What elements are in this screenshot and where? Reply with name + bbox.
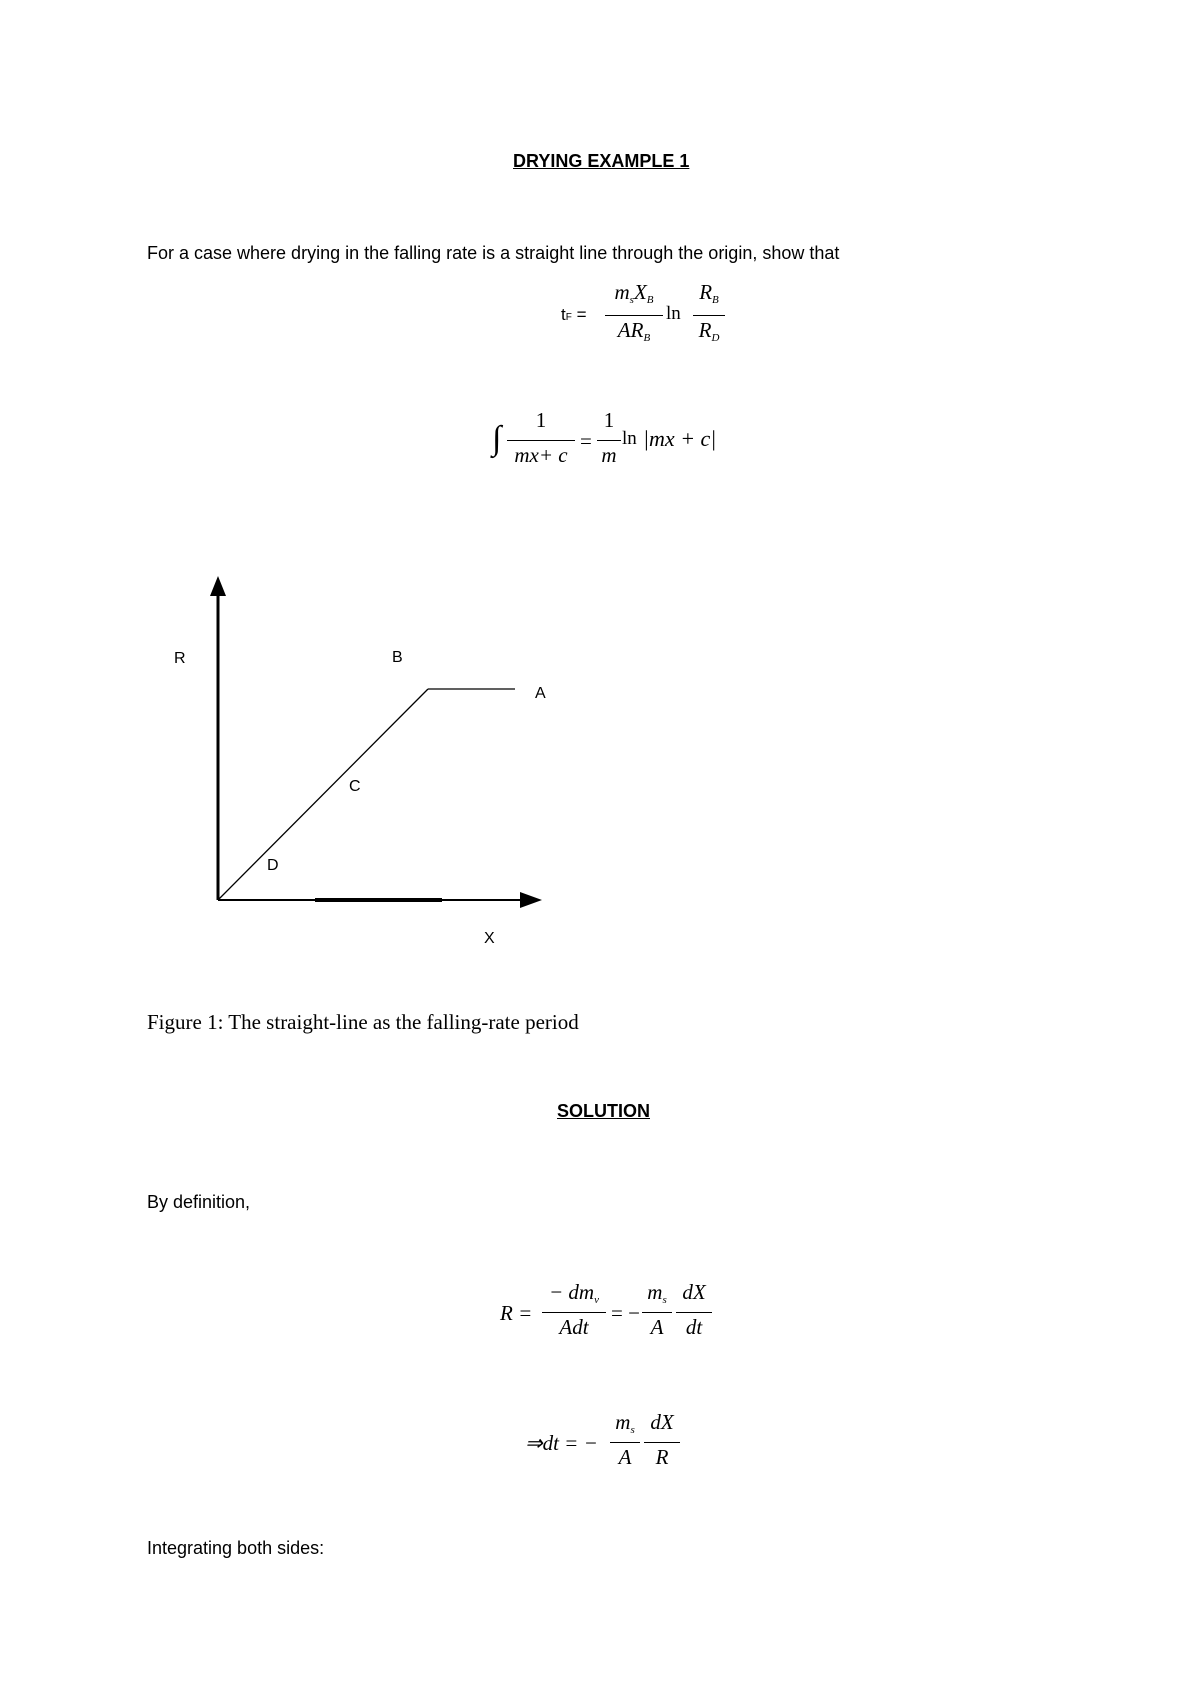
- eq-dt-num1: m: [615, 1410, 631, 1434]
- eq-tf-lhs-sub: F: [565, 312, 572, 323]
- falling-rate-line: [218, 689, 428, 900]
- solution-heading: SOLUTION: [557, 1101, 650, 1121]
- equation-rate: [500, 1282, 730, 1352]
- eq-int-den1: mx+ c: [514, 443, 568, 467]
- eq-dt-den1: A: [618, 1445, 632, 1469]
- eq-tf-rden-sub: D: [711, 332, 720, 344]
- label-r: R: [174, 650, 186, 667]
- eq-int-equals: =: [580, 429, 592, 453]
- by-definition-text: By definition,: [147, 1192, 251, 1212]
- y-axis-arrowhead: [210, 576, 226, 596]
- eq-tf-num-m: m: [614, 280, 630, 304]
- intro-paragraph: For a case where drying in the falling rate is a straight line through the origin, show that: [147, 243, 840, 263]
- page-title: DRYING EXAMPLE 1: [513, 151, 690, 171]
- eq-tf-den-sub: B: [643, 332, 651, 344]
- label-x: X: [484, 930, 495, 947]
- label-d: D: [267, 857, 279, 874]
- eq-int-ln: ln: [622, 428, 637, 449]
- eq-tf-equals: =: [576, 305, 587, 324]
- eq-rate-den3: dt: [685, 1315, 703, 1339]
- eq-dt-lhs: ⇒dt = −: [525, 1431, 598, 1455]
- eq-tf-rden: R: [698, 318, 712, 342]
- eq-rate-equals: = −: [611, 1301, 640, 1325]
- eq-dt-fraction-1: [610, 1412, 640, 1482]
- eq-rate-fraction-2: [642, 1282, 672, 1352]
- figure-caption: Figure 1: The straight-line as the falling-rate period: [147, 1010, 579, 1034]
- eq-int-sign: ∫: [492, 420, 502, 457]
- eq-tf-fraction-1: [605, 282, 663, 352]
- figure-rx-plot: [180, 570, 560, 910]
- eq-dt-num2: dX: [650, 1410, 674, 1434]
- x-axis-arrowhead: [520, 892, 542, 908]
- eq-tf-num-x: X: [633, 280, 647, 304]
- label-a: A: [535, 685, 546, 702]
- eq-tf-ln: ln: [666, 303, 681, 324]
- equation-dt: [525, 1412, 705, 1482]
- eq-dt-den2: R: [655, 1445, 669, 1469]
- eq-tf-lhs: t: [561, 305, 566, 324]
- eq-tf-den: AR: [617, 318, 644, 342]
- eq-rate-num3: dX: [682, 1280, 706, 1304]
- eq-tf-num-m-sub: s: [629, 294, 634, 306]
- eq-tf-rnum: R: [699, 280, 713, 304]
- label-b: B: [392, 649, 403, 666]
- eq-int-den2: m: [601, 443, 617, 467]
- eq-int-fraction-2: [597, 410, 621, 480]
- equation-integral: [492, 410, 732, 480]
- eq-rate-den1: Adt: [559, 1315, 589, 1339]
- eq-rate-fraction-1: [542, 1282, 606, 1352]
- eq-tf-fraction-2: [693, 282, 725, 352]
- eq-rate-num1: − dm: [549, 1280, 595, 1304]
- equation-tf: [555, 282, 735, 352]
- eq-int-num1: 1: [535, 408, 547, 432]
- eq-dt-num1-sub: s: [630, 1424, 635, 1436]
- integrating-text: Integrating both sides:: [147, 1538, 325, 1558]
- eq-rate-fraction-3: [676, 1282, 712, 1352]
- eq-tf-num-x-sub: B: [646, 294, 654, 306]
- label-c: C: [349, 778, 361, 795]
- eq-dt-fraction-2: [644, 1412, 680, 1482]
- eq-rate-lhs: R =: [500, 1301, 533, 1325]
- eq-rate-num1-sub: v: [594, 1294, 599, 1306]
- eq-int-fraction-1: [507, 410, 575, 480]
- eq-int-num2: 1: [603, 408, 615, 432]
- eq-rate-num2-sub: s: [662, 1294, 667, 1306]
- eq-rate-num2: m: [647, 1280, 663, 1304]
- eq-tf-rnum-sub: B: [712, 294, 719, 306]
- eq-int-abs: |mx + c|: [643, 426, 717, 451]
- eq-rate-den2: A: [650, 1315, 664, 1339]
